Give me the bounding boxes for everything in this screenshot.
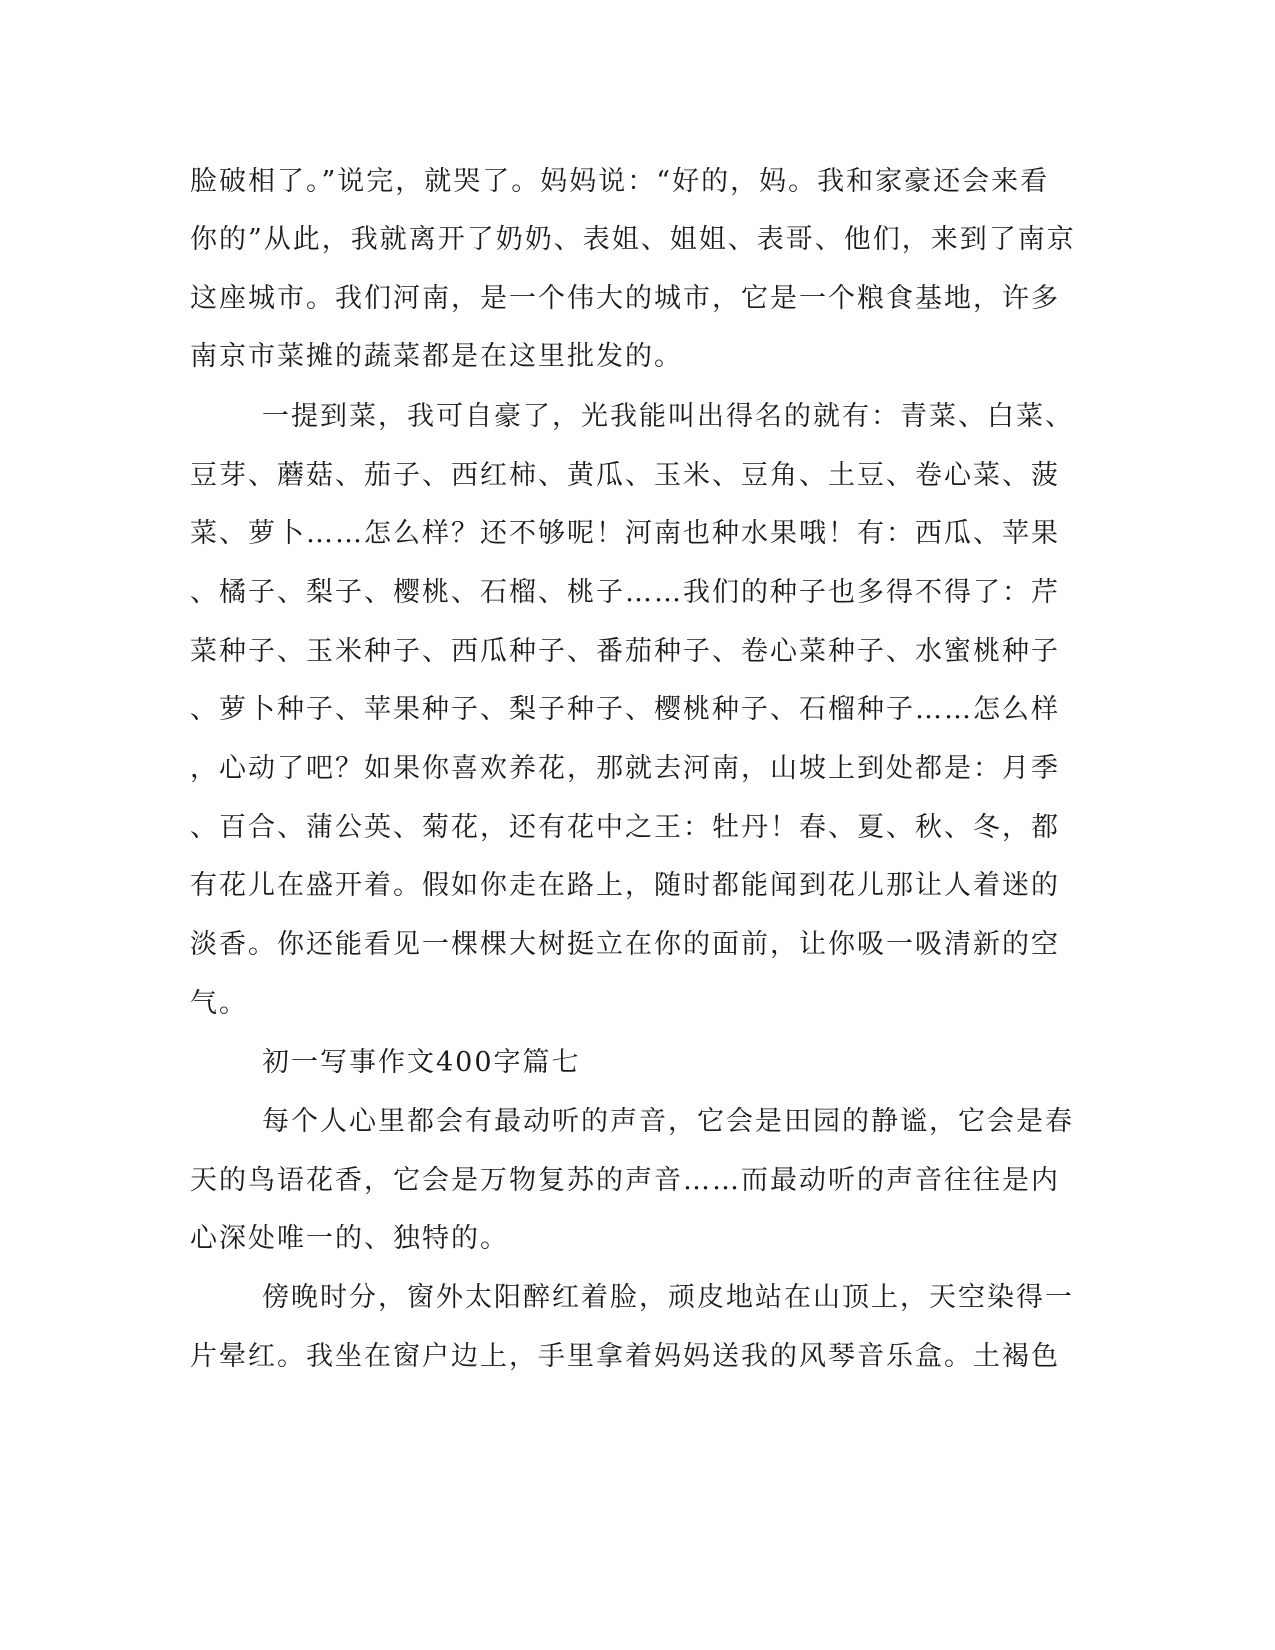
- text-line: 这座城市。我们河南，是一个伟大的城市，它是一个粮食基地，许多: [190, 283, 1060, 314]
- text-line: 气。: [190, 988, 248, 1019]
- text-line: 、萝卜种子、苹果种子、梨子种子、樱桃种子、石榴种子……怎么样: [190, 694, 1060, 725]
- text-line: 天的鸟语花香，它会是万物复苏的声音……而最动听的声音往往是内: [190, 1165, 1060, 1196]
- text-line: 、百合、蒲公英、菊花，还有花中之王：牡丹！春、夏、秋、冬，都: [190, 812, 1060, 843]
- paragraph-first-line: 一提到菜，我可自豪了，光我能叫出得名的就有：青菜、白菜、: [262, 401, 1074, 432]
- text-line: 豆芽、蘑菇、茄子、西红柿、黄瓜、玉米、豆角、土豆、卷心菜、菠: [190, 460, 1060, 491]
- section-heading: 初一写事作文400字篇七: [262, 1047, 581, 1078]
- text-line: 你的”从此，我就离开了奶奶、表姐、姐姐、表哥、他们，来到了南京: [190, 224, 1076, 255]
- text-line: ，心动了吧？如果你喜欢养花，那就去河南，山坡上到处都是：月季: [190, 753, 1060, 784]
- text-line: 菜种子、玉米种子、西瓜种子、番茄种子、卷心菜种子、水蜜桃种子: [190, 636, 1060, 667]
- text-line: 、橘子、梨子、樱桃、石榴、桃子……我们的种子也多得不得了：芹: [190, 577, 1060, 608]
- text-line: 淡香。你还能看见一棵棵大树挺立在你的面前，让你吸一吸清新的空: [190, 929, 1060, 960]
- text-line: 脸破相了。”说完，就哭了。妈妈说：“好的，妈。我和家豪还会来看: [190, 166, 1050, 197]
- paragraph-first-line: 傍晚时分，窗外太阳醉红着脸，顽皮地站在山顶上，天空染得一: [262, 1282, 1074, 1313]
- text-line: 南京市菜摊的蔬菜都是在这里批发的。: [190, 341, 683, 372]
- text-line: 心深处唯一的、独特的。: [190, 1223, 509, 1254]
- paragraph-first-line: 每个人心里都会有最动听的声音，它会是田园的静谧，它会是春: [262, 1106, 1074, 1137]
- text-line: 有花儿在盛开着。假如你走在路上，随时都能闻到花儿那让人着迷的: [190, 870, 1060, 901]
- text-line: 菜、萝卜……怎么样？还不够呢！河南也种水果哦！有：西瓜、苹果: [190, 518, 1060, 549]
- text-line: 片晕红。我坐在窗户边上，手里拿着妈妈送我的风琴音乐盒。土褐色: [190, 1341, 1060, 1372]
